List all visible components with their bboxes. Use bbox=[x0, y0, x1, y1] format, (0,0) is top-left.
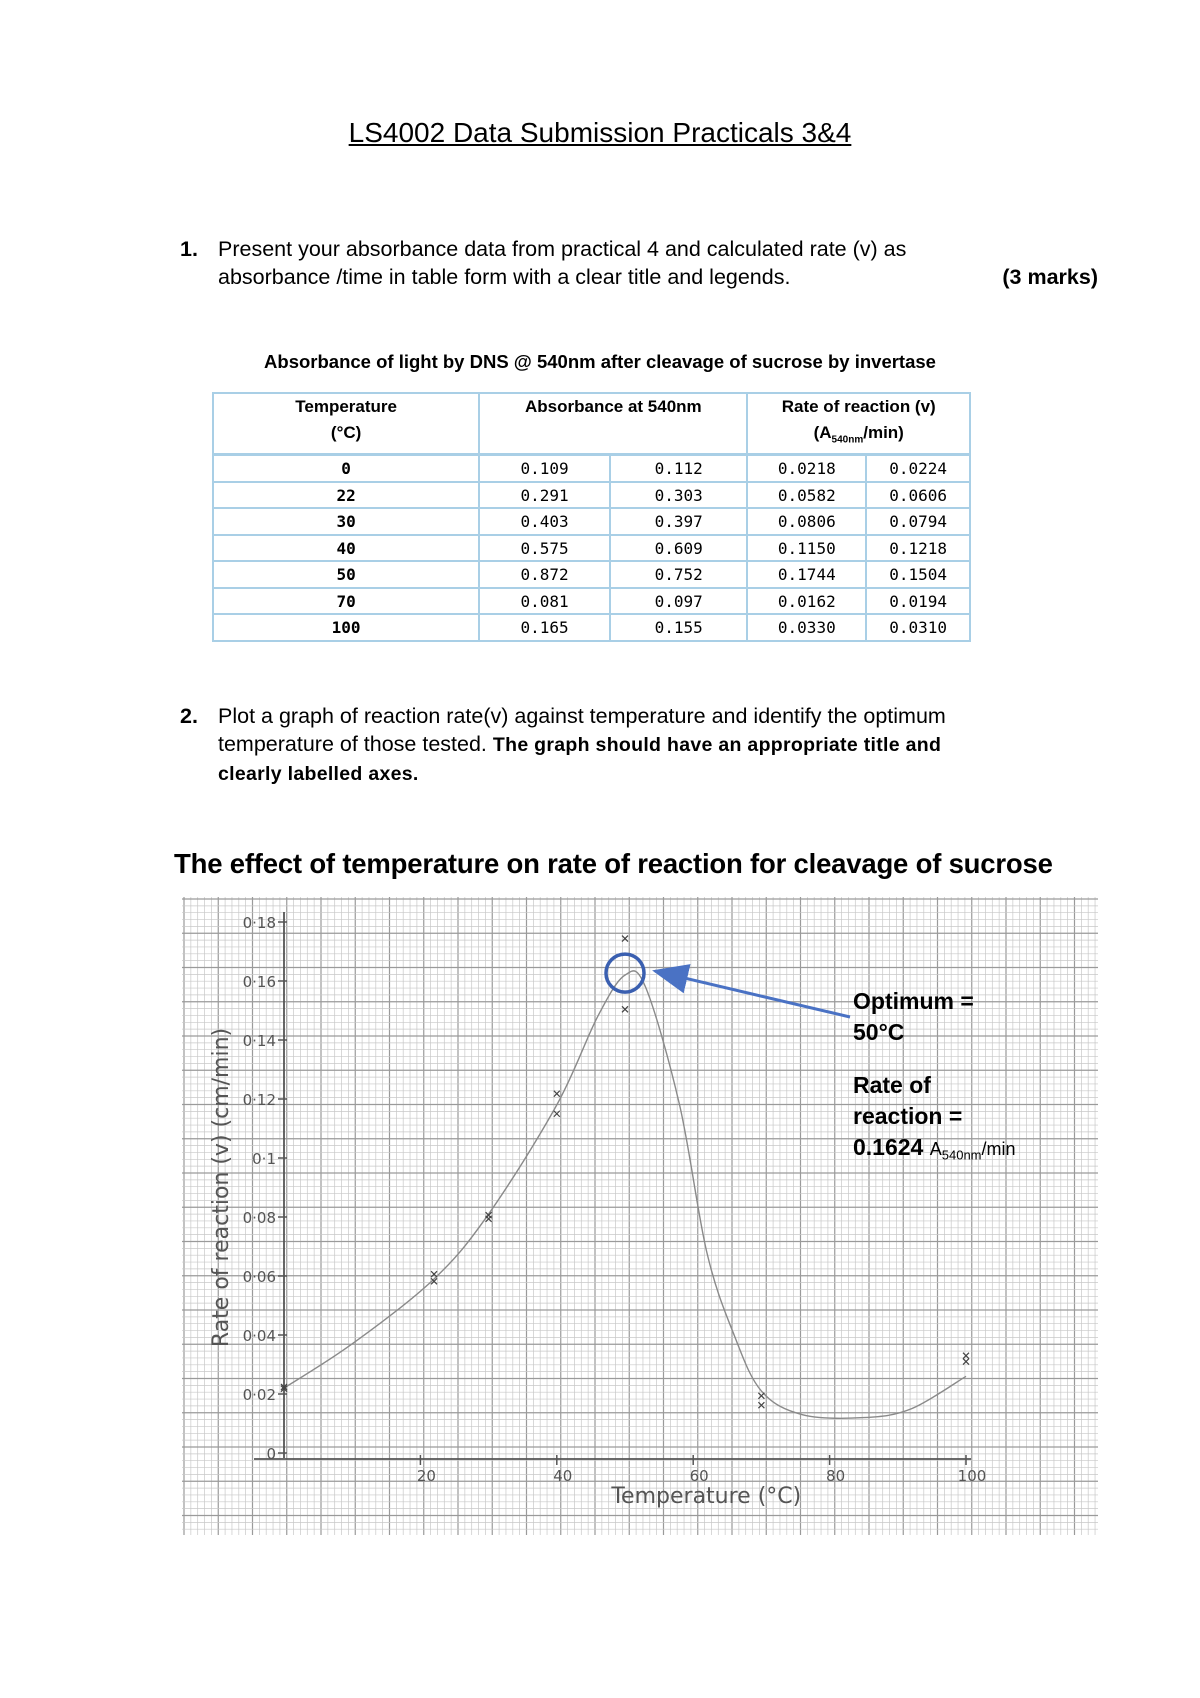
y-tick-label: 0·16 bbox=[242, 973, 276, 991]
graph-title: The effect of temperature on rate of reaction for cleavage of sucrose bbox=[174, 848, 1053, 879]
question-2-line-1: Plot a graph of reaction rate(v) against temperature and identify the optimum bbox=[218, 704, 946, 728]
y-axis-label: Rate of reaction (v) (cm/min) bbox=[209, 1027, 234, 1348]
cell-rate-1: 0.1150 bbox=[747, 535, 866, 562]
rate-value: 0.1624 $A_{540nm}/\min$ bbox=[853, 1134, 1016, 1163]
cell-absorbance-1: 0.109 bbox=[479, 455, 610, 482]
table-row bbox=[213, 508, 970, 535]
header-temperature-label: Temperature bbox=[295, 397, 397, 416]
optimum-label: Optimum = bbox=[853, 988, 974, 1014]
question-2-number: 2. bbox=[180, 704, 198, 728]
cell-temperature: 0 bbox=[213, 455, 479, 482]
y-tick-label: 0·12 bbox=[242, 1091, 276, 1109]
cell-rate-2: 0.1504 bbox=[866, 561, 970, 588]
cell-absorbance-1: 0.081 bbox=[479, 588, 610, 615]
cell-absorbance-1: 0.575 bbox=[479, 535, 610, 562]
x-tick-label: 100 bbox=[957, 1467, 987, 1485]
table-row bbox=[213, 561, 970, 588]
document-title: LS4002 Data Submission Practicals 3&4 bbox=[348, 117, 852, 148]
cell-rate-1: 0.0582 bbox=[747, 482, 866, 509]
question-2-line-3: clearly labelled axes. bbox=[218, 763, 419, 785]
rate-label-1: Rate of bbox=[853, 1072, 931, 1098]
cell-temperature: 70 bbox=[213, 588, 479, 615]
x-tick-label: 60 bbox=[689, 1467, 709, 1485]
question-1 bbox=[180, 235, 1098, 295]
header-temperature bbox=[213, 393, 479, 455]
header-rate-label: Rate of reaction (v) bbox=[781, 397, 936, 416]
cell-rate-1: 0.0218 bbox=[747, 455, 866, 482]
question-2-line-2: temperature of those tested. The graph should have an appropriate title and bbox=[218, 732, 942, 756]
question-2 bbox=[180, 702, 1060, 792]
cell-rate-2: 0.0310 bbox=[866, 614, 970, 641]
optimum-value: 50°C bbox=[853, 1019, 905, 1045]
cell-rate-2: 0.0224 bbox=[866, 455, 970, 482]
header-absorbance: Absorbance at 540nm bbox=[479, 393, 747, 455]
x-axis-label: Temperature (°C) bbox=[611, 1484, 802, 1509]
table-row bbox=[213, 535, 970, 562]
x-tick-label: 40 bbox=[553, 1467, 573, 1485]
table-row bbox=[213, 455, 970, 482]
table-caption: Absorbance of light by DNS @ 540nm after cleavage of sucrose by invertase bbox=[264, 351, 936, 372]
y-tick-label: 0 bbox=[266, 1445, 276, 1463]
question-1-number: 1. bbox=[180, 237, 198, 261]
y-tick-label: 0·18 bbox=[242, 914, 276, 932]
header-temperature-unit: (°C) bbox=[330, 423, 362, 442]
cell-absorbance-2: 0.097 bbox=[610, 588, 748, 615]
y-tick-label: 0·08 bbox=[242, 1209, 276, 1227]
cell-temperature: 50 bbox=[213, 561, 479, 588]
cell-temperature: 100 bbox=[213, 614, 479, 641]
optimum-annotation bbox=[853, 986, 974, 1048]
question-1-text bbox=[218, 235, 1063, 291]
question-1-line-2: absorbance /time in table form with a clear title and legends. bbox=[218, 265, 791, 289]
question-1-marks: (3 marks) bbox=[1002, 265, 1098, 289]
header-rate bbox=[747, 393, 970, 455]
cell-rate-2: 0.0794 bbox=[866, 508, 970, 535]
x-tick-label: 20 bbox=[416, 1467, 436, 1485]
cell-rate-1: 0.0330 bbox=[747, 614, 866, 641]
table-row bbox=[213, 482, 970, 509]
cell-absorbance-2: 0.752 bbox=[610, 561, 748, 588]
cell-rate-1: 0.0162 bbox=[747, 588, 866, 615]
cell-absorbance-2: 0.112 bbox=[610, 455, 748, 482]
cell-temperature: 40 bbox=[213, 535, 479, 562]
cell-rate-1: 0.0806 bbox=[747, 508, 866, 535]
cell-absorbance-1: 0.165 bbox=[479, 614, 610, 641]
x-tick-label: 80 bbox=[826, 1467, 846, 1485]
cell-temperature: 30 bbox=[213, 508, 479, 535]
y-tick-label: 0·04 bbox=[242, 1327, 276, 1345]
rate-label-2: reaction = bbox=[853, 1103, 963, 1129]
cell-rate-2: 0.0194 bbox=[866, 588, 970, 615]
cell-rate-2: 0.1218 bbox=[866, 535, 970, 562]
table-row bbox=[213, 588, 970, 615]
cell-absorbance-2: 0.397 bbox=[610, 508, 748, 535]
cell-rate-1: 0.1744 bbox=[747, 561, 866, 588]
y-tick-label: 0·02 bbox=[242, 1386, 276, 1404]
absorbance-table bbox=[212, 392, 971, 642]
cell-absorbance-2: 0.155 bbox=[610, 614, 748, 641]
header-rate-unit: $(A_{540nm}/\min)$ bbox=[813, 423, 904, 446]
table-row bbox=[213, 614, 970, 641]
cell-absorbance-1: 0.403 bbox=[479, 508, 610, 535]
cell-absorbance-2: 0.609 bbox=[610, 535, 748, 562]
cell-rate-2: 0.0606 bbox=[866, 482, 970, 509]
rate-annotation bbox=[853, 1070, 1016, 1171]
question-2-text bbox=[218, 702, 1063, 788]
cell-absorbance-2: 0.303 bbox=[610, 482, 748, 509]
question-1-line-1: Present your absorbance data from practical 4 and calculated rate (v) as bbox=[218, 237, 907, 261]
cell-temperature: 22 bbox=[213, 482, 479, 509]
cell-absorbance-1: 0.291 bbox=[479, 482, 610, 509]
cell-absorbance-1: 0.872 bbox=[479, 561, 610, 588]
y-tick-label: 0·1 bbox=[252, 1150, 276, 1168]
y-tick-label: 0·14 bbox=[242, 1032, 276, 1050]
y-tick-label: 0·06 bbox=[242, 1268, 276, 1286]
table-header-row bbox=[213, 393, 970, 455]
